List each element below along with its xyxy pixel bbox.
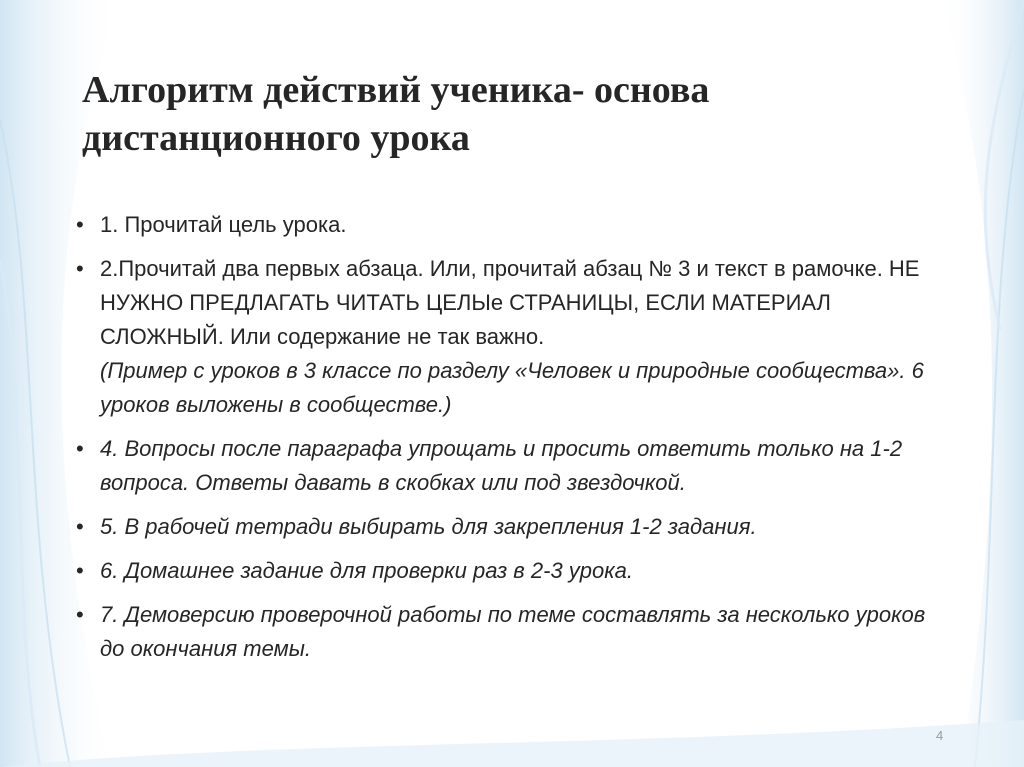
bullet-icon: • bbox=[76, 558, 84, 583]
bullet-icon: • bbox=[76, 256, 84, 281]
list-item bbox=[70, 432, 940, 500]
list-item bbox=[70, 208, 940, 242]
bullet-icon: • bbox=[76, 602, 84, 627]
bullet-list bbox=[70, 208, 940, 676]
list-item bbox=[70, 252, 940, 422]
list-item bbox=[70, 598, 940, 666]
title-line-2: дистанционного урока bbox=[82, 117, 470, 159]
list-item-text: 5. В рабочей тетради выбирать для закрепления 1-2 задания. bbox=[100, 514, 757, 539]
bullet-icon: • bbox=[76, 212, 84, 237]
right-wave bbox=[940, 0, 1024, 767]
list-item-text: 7. Демоверсию проверочной работы по теме составлять за несколько уроков до окончания темы. bbox=[100, 602, 926, 661]
slide-title bbox=[82, 66, 942, 162]
bullet-icon: • bbox=[76, 514, 84, 539]
list-item-text: 6. Домашнее задание для проверки раз в 2-3 урока. bbox=[100, 558, 634, 583]
list-item-note: (Пример с уроков в 3 классе по разделу «Человек и природные сообщества». 6 уроков выложены в сообществе.) bbox=[100, 358, 924, 417]
list-item-text: 4. Вопросы после параграфа упрощать и просить ответить только на 1-2 вопроса. Ответы давать в скобках или под звездочкой. bbox=[100, 436, 903, 495]
list-item bbox=[70, 554, 940, 588]
list-item bbox=[70, 510, 940, 544]
title-line-1: Алгоритм действий ученика- основа bbox=[82, 69, 710, 111]
list-item-text: 2.Прочитай два первых абзаца. Или, прочитай абзац № 3 и текст в рамочке. НЕ НУЖНО ПРЕДЛАГАТЬ ЧИТАТЬ ЦЕЛЫe СТРАНИЦЫ, ЕСЛИ МАТЕРИАЛ СЛОЖНЫЙ. Или содержание не так важно. bbox=[100, 256, 920, 349]
list-item-text: 1. Прочитай цель урока. bbox=[100, 212, 347, 237]
bullet-icon: • bbox=[76, 436, 84, 461]
page-number: 4 bbox=[936, 728, 944, 743]
